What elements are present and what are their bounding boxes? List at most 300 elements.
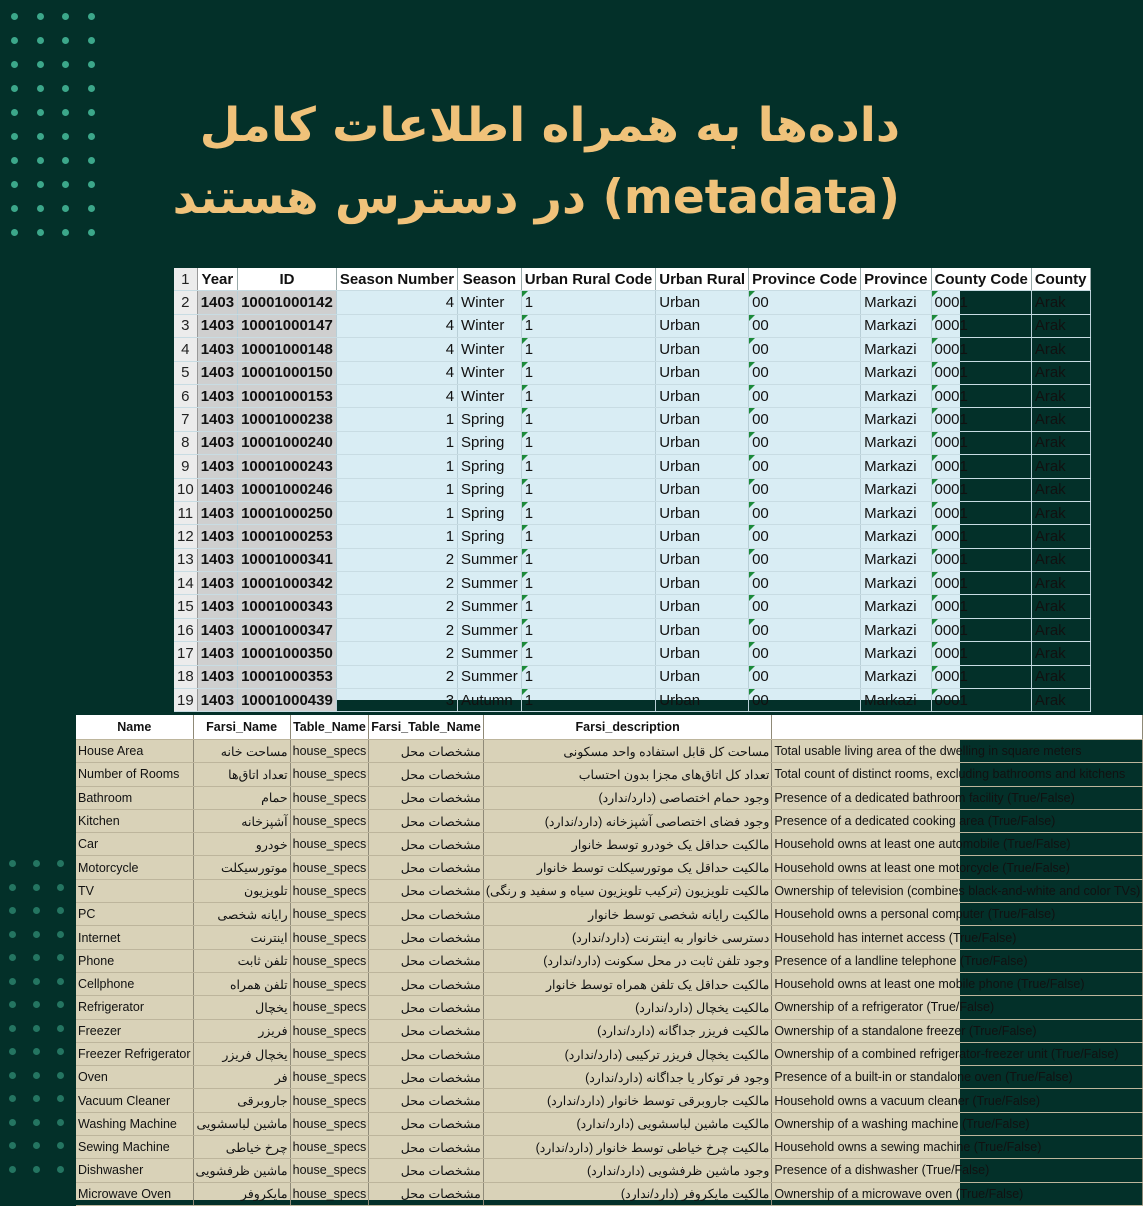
cell-id[interactable]: 10001000243 — [238, 455, 337, 478]
cell-year[interactable]: 1403 — [197, 689, 237, 712]
cell-urban-rural-code[interactable]: 1 — [521, 501, 656, 524]
cell-urban-rural-code[interactable]: 1 — [521, 642, 656, 665]
cell-farsi-name[interactable]: مساحت خانه — [193, 740, 290, 763]
cell-urban-rural[interactable]: Urban — [656, 525, 749, 548]
cell-farsi-table-name[interactable]: مشخصات محل — [369, 1159, 484, 1182]
cell-table-name[interactable]: house_specs — [290, 809, 369, 832]
cell-farsi-name[interactable]: موتورسیکلت — [193, 856, 290, 879]
cell-farsi-table-name[interactable]: مشخصات محل — [369, 1112, 484, 1135]
column-header-province-code[interactable]: Province Code — [749, 268, 861, 291]
cell-urban-rural[interactable]: Urban — [656, 689, 749, 712]
column-header-id[interactable]: ID — [238, 268, 337, 291]
cell-province[interactable]: Markazi — [861, 361, 931, 384]
cell-county-code[interactable]: 0001 — [931, 642, 1031, 665]
cell-urban-rural[interactable]: Urban — [656, 361, 749, 384]
cell-county[interactable]: Arak — [1031, 478, 1090, 501]
cell-year[interactable]: 1403 — [197, 618, 237, 641]
cell-name[interactable]: Freezer — [76, 1019, 193, 1042]
cell-farsi-description[interactable]: مالکیت چرخ خیاطی توسط خانوار (دارد/ندارد) — [483, 1136, 772, 1159]
cell-urban-rural[interactable]: Urban — [656, 291, 749, 314]
column-header-urban-rural-code[interactable]: Urban Rural Code — [521, 268, 656, 291]
cell-season[interactable]: Spring — [458, 455, 522, 478]
cell-season[interactable]: Summer — [458, 642, 522, 665]
cell-urban-rural[interactable]: Urban — [656, 338, 749, 361]
cell-farsi-description[interactable]: مالکیت حداقل یک خودرو توسط خانوار — [483, 833, 772, 856]
cell-county-code[interactable]: 0001 — [931, 572, 1031, 595]
cell-urban-rural-code[interactable]: 1 — [521, 455, 656, 478]
cell-county[interactable]: Arak — [1031, 338, 1090, 361]
cell-province[interactable]: Markazi — [861, 408, 931, 431]
cell-province[interactable]: Markazi — [861, 642, 931, 665]
cell-season[interactable]: Winter — [458, 361, 522, 384]
cell-season[interactable]: Summer — [458, 595, 522, 618]
cell-farsi-name[interactable]: فر — [193, 1066, 290, 1089]
cell-province[interactable]: Markazi — [861, 618, 931, 641]
cell-id[interactable]: 10001000341 — [238, 548, 337, 571]
row-number[interactable]: 1 — [174, 268, 197, 291]
cell-season[interactable]: Summer — [458, 572, 522, 595]
cell-province-code[interactable]: 00 — [749, 595, 861, 618]
cell-description[interactable]: Total usable living area of the dwelling in square meters — [772, 740, 1143, 763]
cell-year[interactable]: 1403 — [197, 642, 237, 665]
cell-province[interactable]: Markazi — [861, 572, 931, 595]
cell-season-number[interactable]: 4 — [336, 338, 457, 361]
cell-id[interactable]: 10001000240 — [238, 431, 337, 454]
cell-season-number[interactable]: 1 — [336, 525, 457, 548]
cell-table-name[interactable]: house_specs — [290, 903, 369, 926]
cell-urban-rural-code[interactable]: 1 — [521, 525, 656, 548]
cell-province-code[interactable]: 00 — [749, 525, 861, 548]
column-header-farsi-table-name[interactable]: Farsi_Table_Name — [369, 715, 484, 740]
cell-province[interactable]: Markazi — [861, 665, 931, 688]
cell-province[interactable]: Markazi — [861, 478, 931, 501]
cell-table-name[interactable]: house_specs — [290, 786, 369, 809]
cell-description[interactable]: Household owns a vacuum cleaner (True/False) — [772, 1089, 1143, 1112]
cell-province-code[interactable]: 00 — [749, 478, 861, 501]
cell-farsi-description[interactable]: وجود ماشین ظرفشویی (دارد/ندارد) — [483, 1159, 772, 1182]
column-header-season[interactable]: Season — [458, 268, 522, 291]
cell-farsi-description[interactable]: مالکیت حداقل یک موتورسیکلت توسط خانوار — [483, 856, 772, 879]
cell-table-name[interactable]: house_specs — [290, 879, 369, 902]
cell-season[interactable]: Spring — [458, 431, 522, 454]
cell-farsi-description[interactable]: مالکیت جاروبرقی توسط خانوار (دارد/ندارد) — [483, 1089, 772, 1112]
cell-province[interactable]: Markazi — [861, 455, 931, 478]
cell-year[interactable]: 1403 — [197, 431, 237, 454]
cell-season-number[interactable]: 2 — [336, 642, 457, 665]
cell-county-code[interactable]: 0001 — [931, 689, 1031, 712]
cell-farsi-table-name[interactable]: مشخصات محل — [369, 903, 484, 926]
cell-province-code[interactable]: 00 — [749, 548, 861, 571]
cell-season[interactable]: Spring — [458, 501, 522, 524]
cell-year[interactable]: 1403 — [197, 548, 237, 571]
cell-description[interactable]: Household owns a personal computer (True/False) — [772, 903, 1143, 926]
cell-urban-rural-code[interactable]: 1 — [521, 572, 656, 595]
cell-county[interactable]: Arak — [1031, 618, 1090, 641]
cell-province-code[interactable]: 00 — [749, 642, 861, 665]
cell-table-name[interactable]: house_specs — [290, 763, 369, 786]
cell-farsi-table-name[interactable]: مشخصات محل — [369, 1019, 484, 1042]
cell-name[interactable]: Oven — [76, 1066, 193, 1089]
cell-season-number[interactable]: 1 — [336, 431, 457, 454]
row-number[interactable]: 12 — [174, 525, 197, 548]
cell-season[interactable]: Winter — [458, 291, 522, 314]
cell-urban-rural[interactable]: Urban — [656, 665, 749, 688]
cell-urban-rural[interactable]: Urban — [656, 618, 749, 641]
cell-farsi-description[interactable]: وجود فضای اختصاصی آشپزخانه (دارد/ندارد) — [483, 809, 772, 832]
cell-season[interactable]: Winter — [458, 338, 522, 361]
cell-description[interactable]: Household has internet access (True/False) — [772, 926, 1143, 949]
row-number[interactable]: 11 — [174, 501, 197, 524]
cell-urban-rural-code[interactable]: 1 — [521, 595, 656, 618]
cell-province[interactable]: Markazi — [861, 291, 931, 314]
cell-table-name[interactable]: house_specs — [290, 972, 369, 995]
cell-farsi-description[interactable]: مساحت کل قابل استفاده واحد مسکونی — [483, 740, 772, 763]
cell-county[interactable]: Arak — [1031, 361, 1090, 384]
cell-table-name[interactable]: house_specs — [290, 1112, 369, 1135]
cell-name[interactable]: Microwave Oven — [76, 1182, 193, 1205]
cell-urban-rural[interactable]: Urban — [656, 431, 749, 454]
cell-urban-rural-code[interactable]: 1 — [521, 338, 656, 361]
cell-county[interactable]: Arak — [1031, 408, 1090, 431]
cell-county-code[interactable]: 0001 — [931, 455, 1031, 478]
cell-name[interactable]: Washing Machine — [76, 1112, 193, 1135]
cell-county[interactable]: Arak — [1031, 665, 1090, 688]
cell-name[interactable]: Number of Rooms — [76, 763, 193, 786]
cell-county[interactable]: Arak — [1031, 501, 1090, 524]
cell-farsi-name[interactable]: مایکروفر — [193, 1182, 290, 1205]
cell-farsi-table-name[interactable]: مشخصات محل — [369, 949, 484, 972]
cell-county-code[interactable]: 0001 — [931, 408, 1031, 431]
cell-year[interactable]: 1403 — [197, 408, 237, 431]
row-number[interactable]: 15 — [174, 595, 197, 618]
cell-urban-rural[interactable]: Urban — [656, 455, 749, 478]
cell-farsi-name[interactable]: تلویزیون — [193, 879, 290, 902]
cell-year[interactable]: 1403 — [197, 572, 237, 595]
cell-province[interactable]: Markazi — [861, 314, 931, 337]
cell-year[interactable]: 1403 — [197, 525, 237, 548]
row-number[interactable]: 8 — [174, 431, 197, 454]
cell-farsi-description[interactable]: تعداد کل اتاق‌های مجزا بدون احتساب — [483, 763, 772, 786]
cell-year[interactable]: 1403 — [197, 665, 237, 688]
cell-province[interactable]: Markazi — [861, 689, 931, 712]
cell-id[interactable]: 10001000347 — [238, 618, 337, 641]
cell-name[interactable]: Internet — [76, 926, 193, 949]
cell-farsi-name[interactable]: ماشین لباسشویی — [193, 1112, 290, 1135]
cell-province-code[interactable]: 00 — [749, 361, 861, 384]
cell-urban-rural-code[interactable]: 1 — [521, 618, 656, 641]
cell-farsi-table-name[interactable]: مشخصات محل — [369, 1089, 484, 1112]
row-number[interactable]: 7 — [174, 408, 197, 431]
cell-description[interactable]: Household owns a sewing machine (True/False) — [772, 1136, 1143, 1159]
cell-season-number[interactable]: 2 — [336, 618, 457, 641]
cell-name[interactable]: Vacuum Cleaner — [76, 1089, 193, 1112]
cell-season[interactable]: Spring — [458, 478, 522, 501]
cell-id[interactable]: 10001000150 — [238, 361, 337, 384]
cell-county-code[interactable]: 0001 — [931, 665, 1031, 688]
cell-county[interactable]: Arak — [1031, 642, 1090, 665]
cell-farsi-table-name[interactable]: مشخصات محل — [369, 1066, 484, 1089]
cell-urban-rural-code[interactable]: 1 — [521, 408, 656, 431]
cell-name[interactable]: Dishwasher — [76, 1159, 193, 1182]
column-header-name[interactable]: Name — [76, 715, 193, 740]
row-number[interactable]: 2 — [174, 291, 197, 314]
cell-id[interactable]: 10001000342 — [238, 572, 337, 595]
cell-farsi-table-name[interactable]: مشخصات محل — [369, 996, 484, 1019]
cell-id[interactable]: 10001000238 — [238, 408, 337, 431]
cell-urban-rural[interactable]: Urban — [656, 384, 749, 407]
cell-farsi-description[interactable]: وجود فر توکار یا جداگانه (دارد/ندارد) — [483, 1066, 772, 1089]
cell-description[interactable]: Presence of a landline telephone (True/False) — [772, 949, 1143, 972]
cell-county-code[interactable]: 0001 — [931, 431, 1031, 454]
cell-id[interactable]: 10001000147 — [238, 314, 337, 337]
cell-description[interactable]: Ownership of a washing machine (True/False) — [772, 1112, 1143, 1135]
cell-province-code[interactable]: 00 — [749, 689, 861, 712]
cell-farsi-name[interactable]: حمام — [193, 786, 290, 809]
cell-season-number[interactable]: 1 — [336, 478, 457, 501]
cell-urban-rural-code[interactable]: 1 — [521, 665, 656, 688]
cell-county-code[interactable]: 0001 — [931, 525, 1031, 548]
cell-farsi-table-name[interactable]: مشخصات محل — [369, 763, 484, 786]
cell-province-code[interactable]: 00 — [749, 384, 861, 407]
cell-table-name[interactable]: house_specs — [290, 996, 369, 1019]
cell-county[interactable]: Arak — [1031, 595, 1090, 618]
cell-farsi-description[interactable]: مالکیت یخچال (دارد/ندارد) — [483, 996, 772, 1019]
cell-county-code[interactable]: 0001 — [931, 618, 1031, 641]
cell-description[interactable]: Presence of a built-in or standalone oven (True/False) — [772, 1066, 1143, 1089]
cell-year[interactable]: 1403 — [197, 361, 237, 384]
cell-name[interactable]: Bathroom — [76, 786, 193, 809]
cell-table-name[interactable]: house_specs — [290, 1042, 369, 1065]
column-header-table-name[interactable]: Table_Name — [290, 715, 369, 740]
cell-county-code[interactable]: 0001 — [931, 501, 1031, 524]
cell-province-code[interactable]: 00 — [749, 501, 861, 524]
row-number[interactable]: 9 — [174, 455, 197, 478]
cell-province-code[interactable]: 00 — [749, 431, 861, 454]
column-header-year[interactable]: Year — [197, 268, 237, 291]
cell-table-name[interactable]: house_specs — [290, 1136, 369, 1159]
cell-province[interactable]: Markazi — [861, 431, 931, 454]
cell-year[interactable]: 1403 — [197, 455, 237, 478]
cell-farsi-name[interactable]: یخچال فریزر — [193, 1042, 290, 1065]
cell-season[interactable]: Summer — [458, 665, 522, 688]
cell-table-name[interactable]: house_specs — [290, 1182, 369, 1205]
cell-county[interactable]: Arak — [1031, 384, 1090, 407]
cell-province-code[interactable]: 00 — [749, 408, 861, 431]
cell-table-name[interactable]: house_specs — [290, 1159, 369, 1182]
cell-county[interactable]: Arak — [1031, 455, 1090, 478]
cell-urban-rural[interactable]: Urban — [656, 642, 749, 665]
cell-season-number[interactable]: 2 — [336, 548, 457, 571]
row-number[interactable]: 18 — [174, 665, 197, 688]
column-header-season-number[interactable]: Season Number — [336, 268, 457, 291]
cell-farsi-description[interactable]: مالکیت مایکروفر (دارد/ندارد) — [483, 1182, 772, 1205]
cell-county-code[interactable]: 0001 — [931, 548, 1031, 571]
cell-description[interactable]: Total count of distinct rooms, excluding bathrooms and kitchens — [772, 763, 1143, 786]
cell-season-number[interactable]: 4 — [336, 384, 457, 407]
cell-year[interactable]: 1403 — [197, 595, 237, 618]
cell-province[interactable]: Markazi — [861, 501, 931, 524]
cell-province[interactable]: Markazi — [861, 384, 931, 407]
cell-farsi-name[interactable]: رایانه شخصی — [193, 903, 290, 926]
cell-county[interactable]: Arak — [1031, 291, 1090, 314]
cell-season[interactable]: Summer — [458, 618, 522, 641]
cell-id[interactable]: 10001000253 — [238, 525, 337, 548]
cell-farsi-table-name[interactable]: مشخصات محل — [369, 1042, 484, 1065]
cell-urban-rural-code[interactable]: 1 — [521, 689, 656, 712]
cell-table-name[interactable]: house_specs — [290, 833, 369, 856]
cell-year[interactable]: 1403 — [197, 314, 237, 337]
cell-description[interactable]: Ownership of a microwave oven (True/False) — [772, 1182, 1143, 1205]
cell-farsi-name[interactable]: تلفن ثابت — [193, 949, 290, 972]
cell-county[interactable]: Arak — [1031, 431, 1090, 454]
cell-season[interactable]: Autumn — [458, 689, 522, 712]
cell-name[interactable]: Phone — [76, 949, 193, 972]
cell-season-number[interactable]: 1 — [336, 408, 457, 431]
cell-farsi-description[interactable]: مالکیت ماشین لباسشویی (دارد/ندارد) — [483, 1112, 772, 1135]
column-header-description[interactable] — [772, 715, 1143, 740]
cell-table-name[interactable]: house_specs — [290, 1089, 369, 1112]
cell-farsi-description[interactable]: مالکیت تلویزیون (ترکیب تلویزیون سیاه و سفید و رنگی) — [483, 879, 772, 902]
cell-season-number[interactable]: 2 — [336, 572, 457, 595]
column-header-county-code[interactable]: County Code — [931, 268, 1031, 291]
cell-farsi-name[interactable]: تعداد اتاق‌ها — [193, 763, 290, 786]
cell-farsi-table-name[interactable]: مشخصات محل — [369, 1136, 484, 1159]
cell-description[interactable]: Household owns at least one motorcycle (True/False) — [772, 856, 1143, 879]
cell-season-number[interactable]: 2 — [336, 595, 457, 618]
cell-urban-rural[interactable]: Urban — [656, 548, 749, 571]
cell-id[interactable]: 10001000250 — [238, 501, 337, 524]
cell-year[interactable]: 1403 — [197, 478, 237, 501]
cell-county[interactable]: Arak — [1031, 689, 1090, 712]
column-header-urban-rural[interactable]: Urban Rural — [656, 268, 749, 291]
cell-county[interactable]: Arak — [1031, 548, 1090, 571]
cell-year[interactable]: 1403 — [197, 291, 237, 314]
cell-province-code[interactable]: 00 — [749, 291, 861, 314]
cell-description[interactable]: Presence of a dedicated bathroom facility (True/False) — [772, 786, 1143, 809]
cell-farsi-name[interactable]: تلفن همراه — [193, 972, 290, 995]
cell-county-code[interactable]: 0001 — [931, 478, 1031, 501]
cell-farsi-description[interactable]: مالکیت حداقل یک تلفن همراه توسط خانوار — [483, 972, 772, 995]
cell-id[interactable]: 10001000142 — [238, 291, 337, 314]
cell-urban-rural[interactable]: Urban — [656, 595, 749, 618]
cell-farsi-table-name[interactable]: مشخصات محل — [369, 786, 484, 809]
cell-urban-rural-code[interactable]: 1 — [521, 548, 656, 571]
cell-name[interactable]: Refrigerator — [76, 996, 193, 1019]
row-number[interactable]: 13 — [174, 548, 197, 571]
cell-season[interactable]: Winter — [458, 384, 522, 407]
cell-province-code[interactable]: 00 — [749, 338, 861, 361]
cell-season[interactable]: Spring — [458, 408, 522, 431]
cell-name[interactable]: PC — [76, 903, 193, 926]
cell-farsi-description[interactable]: مالکیت فریزر جداگانه (دارد/ندارد) — [483, 1019, 772, 1042]
cell-farsi-name[interactable]: خودرو — [193, 833, 290, 856]
cell-season-number[interactable]: 4 — [336, 361, 457, 384]
cell-farsi-description[interactable]: مالکیت رایانه شخصی توسط خانوار — [483, 903, 772, 926]
cell-description[interactable]: Ownership of a combined refrigerator-freezer unit (True/False) — [772, 1042, 1143, 1065]
cell-name[interactable]: TV — [76, 879, 193, 902]
cell-description[interactable]: Presence of a dishwasher (True/False) — [772, 1159, 1143, 1182]
cell-id[interactable]: 10001000350 — [238, 642, 337, 665]
cell-season-number[interactable]: 1 — [336, 501, 457, 524]
cell-urban-rural[interactable]: Urban — [656, 572, 749, 595]
cell-season-number[interactable]: 1 — [336, 455, 457, 478]
cell-farsi-table-name[interactable]: مشخصات محل — [369, 740, 484, 763]
cell-farsi-name[interactable]: اینترنت — [193, 926, 290, 949]
cell-name[interactable]: Motorcycle — [76, 856, 193, 879]
cell-season-number[interactable]: 4 — [336, 291, 457, 314]
column-header-county[interactable]: County — [1031, 268, 1090, 291]
cell-urban-rural-code[interactable]: 1 — [521, 314, 656, 337]
cell-urban-rural-code[interactable]: 1 — [521, 384, 656, 407]
column-header-farsi-description[interactable]: Farsi_description — [483, 715, 772, 740]
cell-province[interactable]: Markazi — [861, 525, 931, 548]
cell-farsi-description[interactable]: وجود تلفن ثابت در محل سکونت (دارد/ندارد) — [483, 949, 772, 972]
cell-province[interactable]: Markazi — [861, 548, 931, 571]
cell-farsi-table-name[interactable]: مشخصات محل — [369, 1182, 484, 1205]
cell-season-number[interactable]: 2 — [336, 665, 457, 688]
cell-urban-rural-code[interactable]: 1 — [521, 291, 656, 314]
cell-table-name[interactable]: house_specs — [290, 856, 369, 879]
cell-province[interactable]: Markazi — [861, 595, 931, 618]
cell-province-code[interactable]: 00 — [749, 618, 861, 641]
cell-province-code[interactable]: 00 — [749, 455, 861, 478]
cell-urban-rural-code[interactable]: 1 — [521, 478, 656, 501]
column-header-farsi-name[interactable]: Farsi_Name — [193, 715, 290, 740]
cell-farsi-table-name[interactable]: مشخصات محل — [369, 809, 484, 832]
cell-id[interactable]: 10001000439 — [238, 689, 337, 712]
cell-season-number[interactable]: 3 — [336, 689, 457, 712]
cell-id[interactable]: 10001000246 — [238, 478, 337, 501]
cell-name[interactable]: Cellphone — [76, 972, 193, 995]
cell-table-name[interactable]: house_specs — [290, 1066, 369, 1089]
cell-description[interactable]: Presence of a dedicated cooking area (True/False) — [772, 809, 1143, 832]
cell-season-number[interactable]: 4 — [336, 314, 457, 337]
cell-table-name[interactable]: house_specs — [290, 1019, 369, 1042]
row-number[interactable]: 14 — [174, 572, 197, 595]
row-number[interactable]: 17 — [174, 642, 197, 665]
row-number[interactable]: 10 — [174, 478, 197, 501]
cell-farsi-table-name[interactable]: مشخصات محل — [369, 879, 484, 902]
cell-name[interactable]: House Area — [76, 740, 193, 763]
cell-county[interactable]: Arak — [1031, 572, 1090, 595]
cell-farsi-name[interactable]: آشپزخانه — [193, 809, 290, 832]
cell-urban-rural[interactable]: Urban — [656, 408, 749, 431]
cell-county-code[interactable]: 0001 — [931, 384, 1031, 407]
cell-province-code[interactable]: 00 — [749, 572, 861, 595]
cell-county-code[interactable]: 0001 — [931, 338, 1031, 361]
cell-farsi-table-name[interactable]: مشخصات محل — [369, 972, 484, 995]
cell-farsi-description[interactable]: وجود حمام اختصاصی (دارد/ندارد) — [483, 786, 772, 809]
cell-name[interactable]: Freezer Refrigerator — [76, 1042, 193, 1065]
cell-season[interactable]: Winter — [458, 314, 522, 337]
cell-farsi-table-name[interactable]: مشخصات محل — [369, 856, 484, 879]
cell-description[interactable]: Ownership of a refrigerator (True/False) — [772, 996, 1143, 1019]
cell-id[interactable]: 10001000153 — [238, 384, 337, 407]
cell-county[interactable]: Arak — [1031, 314, 1090, 337]
cell-table-name[interactable]: house_specs — [290, 926, 369, 949]
cell-farsi-name[interactable]: ماشین ظرفشویی — [193, 1159, 290, 1182]
row-number[interactable]: 5 — [174, 361, 197, 384]
cell-id[interactable]: 10001000353 — [238, 665, 337, 688]
cell-season[interactable]: Spring — [458, 525, 522, 548]
cell-season[interactable]: Summer — [458, 548, 522, 571]
cell-year[interactable]: 1403 — [197, 501, 237, 524]
cell-description[interactable]: Household owns at least one mobile phone (True/False) — [772, 972, 1143, 995]
cell-county-code[interactable]: 0001 — [931, 361, 1031, 384]
cell-table-name[interactable]: house_specs — [290, 740, 369, 763]
cell-id[interactable]: 10001000343 — [238, 595, 337, 618]
cell-county-code[interactable]: 0001 — [931, 291, 1031, 314]
